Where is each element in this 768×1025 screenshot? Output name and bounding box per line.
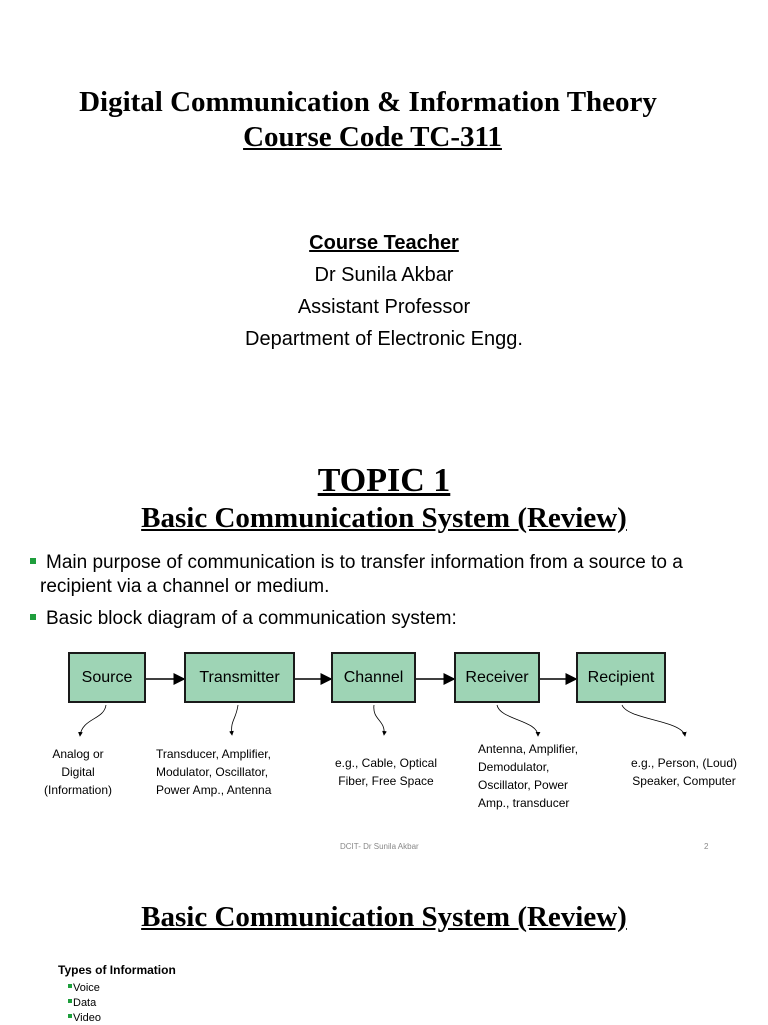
block-receiver-label: Receiver: [465, 668, 529, 686]
block-channel-label: Channel: [343, 668, 404, 686]
note-receiver: [478, 740, 598, 812]
curve-channel-note: [374, 705, 384, 735]
note-line: Modulator, Oscillator,: [156, 765, 269, 779]
bullet-square-icon: [68, 999, 72, 1003]
note-line: Digital: [61, 765, 95, 779]
note-line: e.g., Person, (Loud): [630, 756, 738, 770]
course-code: Course Code TC-311: [243, 121, 502, 153]
block-transmitter-label: Transmitter: [199, 668, 280, 686]
curve-transmitter-note: [232, 705, 238, 735]
block-recipient-label: Recipient: [587, 668, 655, 686]
topic-title: Basic Communication System (Review): [141, 502, 627, 534]
type-item-voice: [68, 981, 100, 995]
page-number: 2: [704, 842, 709, 851]
block-source-label: Source: [81, 668, 133, 686]
teacher-department: Department of Electronic Engg.: [245, 328, 523, 350]
curve-recipient-note: [622, 705, 685, 736]
slide3-title: Basic Communication System (Review): [141, 901, 627, 933]
note-line: Amp., transducer: [478, 796, 570, 810]
bullet-square-icon: [68, 1014, 72, 1018]
note-line: Antenna, Amplifier,: [478, 742, 579, 756]
note-line: Transducer, Amplifier,: [156, 747, 271, 761]
bullet-line-2: recipient via a channel or medium.: [40, 576, 330, 597]
note-line: Power Amp., Antenna: [156, 783, 272, 797]
curve-receiver-note: [497, 705, 538, 736]
note-line: Analog or: [52, 747, 104, 761]
type-label: Voice: [73, 982, 100, 994]
block-source: [68, 652, 146, 703]
note-line: Oscillator, Power: [478, 778, 569, 792]
note-line: (Information): [43, 783, 113, 797]
teacher-position: Assistant Professor: [297, 296, 471, 318]
note-line: Demodulator,: [478, 760, 550, 774]
type-item-video: [68, 1011, 101, 1025]
topic-label: TOPIC 1: [317, 462, 451, 499]
type-label: Data: [73, 997, 97, 1009]
types-heading: Types of Information: [58, 963, 176, 977]
course-title: Digital Communication & Information Theory: [79, 86, 657, 118]
bullet-purpose: [40, 551, 755, 599]
note-source: [28, 745, 128, 799]
course-teacher-heading: Course Teacher: [309, 232, 459, 254]
note-line: Fiber, Free Space: [338, 774, 434, 788]
footer-text: DCIT- Dr Sunila Akbar: [340, 842, 419, 851]
curve-source-note: [80, 705, 106, 736]
note-line: e.g., Cable, Optical: [334, 756, 438, 770]
note-transmitter: [156, 745, 296, 799]
note-channel: [326, 754, 446, 790]
bullet-square-icon: [68, 984, 72, 988]
note-recipient: [622, 754, 746, 790]
block-recipient: [576, 652, 666, 703]
bullet-line-1: Main purpose of communication is to transfer information from a source to a: [46, 552, 683, 573]
block-transmitter: [184, 652, 295, 703]
note-line: Speaker, Computer: [632, 774, 736, 788]
bullet-square-icon: [30, 614, 36, 620]
type-label: Video: [73, 1012, 101, 1024]
teacher-name: Dr Sunila Akbar: [314, 264, 454, 286]
block-channel: [331, 652, 416, 703]
block-receiver: [454, 652, 540, 703]
bullet-square-icon: [30, 558, 36, 564]
bullet-block-diagram: [46, 607, 746, 631]
type-item-data: [68, 996, 96, 1010]
bullet-line-3: Basic block diagram of a communication system:: [46, 608, 457, 629]
